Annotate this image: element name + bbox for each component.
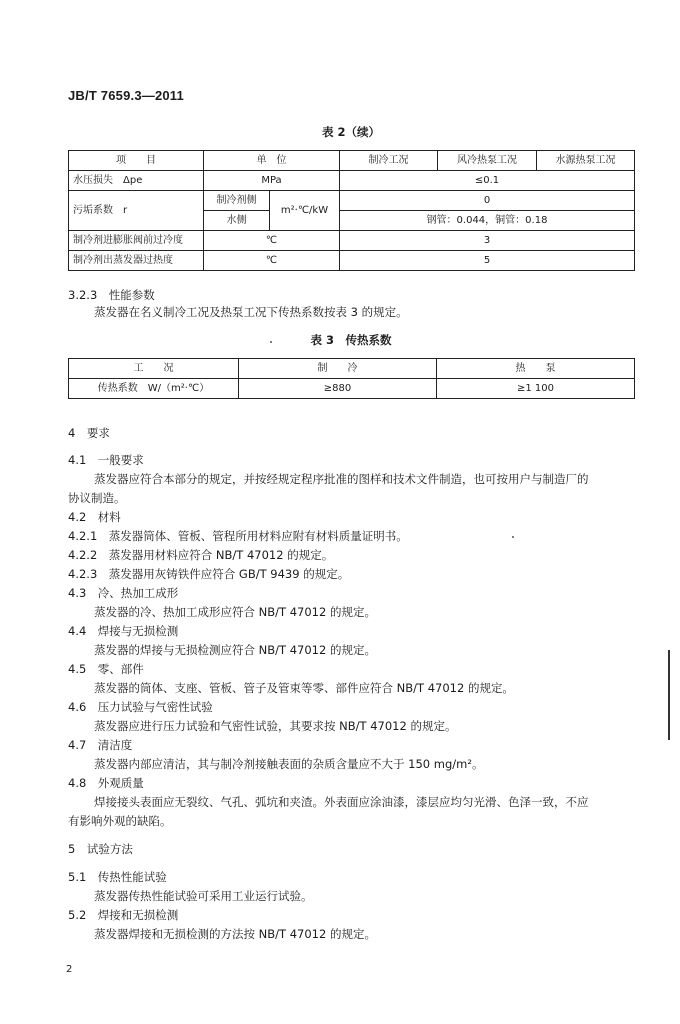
table-row (69, 379, 635, 399)
section-4-2-2-text: 4.2.2 蒸发器用材料应符合 NB/T 47012 的规定。 (68, 548, 334, 562)
table3-value-heat-pump: ≥1 100 (437, 379, 635, 399)
table2-head-air-hp: 风冷热泵工况 (438, 151, 537, 171)
row-value-fouling-water: 钢管：0.044，铜管：0.18 (340, 211, 635, 231)
section-4-1-heading: 4.1 一般要求 (68, 453, 144, 467)
standard-number: JB/T 7659.3—2011 (68, 88, 184, 103)
row-value-pressure-loss: ≤0.1 (340, 171, 635, 191)
section-4-2-1-text: 4.2.1 蒸发器筒体、管板、管程所用材料应附有材料质量证明书。 (68, 529, 408, 543)
table3-header-row (69, 359, 635, 379)
section-4-4-heading: 4.4 焊接与无损检测 (68, 624, 179, 638)
section-5-heading: 5 试验方法 (68, 842, 133, 856)
table3-value-cooling: ≥880 (239, 379, 437, 399)
page-number: 2 (66, 964, 73, 975)
section-4-4-text: 蒸发器的焊接与无损检测应符合 NB/T 47012 的规定。 (94, 643, 376, 657)
table2-head-water-hp: 水源热泵工况 (537, 151, 635, 171)
section-4-2-heading: 4.2 材料 (68, 510, 121, 524)
table-row (69, 251, 635, 271)
table2 (68, 150, 635, 271)
table2-caption: 表 2（续） (321, 125, 380, 139)
scan-edge-mark (668, 650, 670, 740)
section-4-heading: 4 要求 (68, 426, 110, 440)
section-4-8-text-line2: 有影响外观的缺陷。 (68, 814, 172, 828)
section-4-2-3-text: 4.2.3 蒸发器用灰铸铁件应符合 GB/T 9439 的规定。 (68, 567, 350, 581)
section-5-1-text: 蒸发器传热性能试验可采用工业运行试验。 (94, 889, 313, 903)
section-3-2-3-text: 蒸发器在名义制冷工况及热泵工况下传热系数按表 3 的规定。 (94, 305, 408, 319)
table3-caption: 表 3 传热系数 (310, 333, 392, 347)
section-4-3-heading: 4.3 冷、热加工成形 (68, 586, 179, 600)
table2-head-item: 项 目 (69, 151, 204, 171)
section-3-2-3-heading: 3.2.3 性能参数 (68, 288, 155, 302)
section-4-6-text: 蒸发器应进行压力试验和气密性试验，其要求按 NB/T 47012 的规定。 (94, 719, 457, 733)
table-row (69, 171, 635, 191)
section-4-8-heading: 4.8 外观质量 (68, 776, 144, 790)
section-4-8-text-line1: 焊接接头表面应无裂纹、气孔、弧坑和夹渣。外表面应涂油漆，漆层应均匀光滑、色泽一致，不应 (94, 795, 589, 809)
table3-head-cooling: 制 冷 (239, 359, 437, 379)
row-label-pressure-loss: 水压损失 Δpe (69, 171, 204, 191)
row-unit-pressure-loss: MPa (204, 171, 340, 191)
scan-speck (512, 536, 514, 538)
row-unit-fouling: m²·℃/kW (270, 191, 340, 231)
section-4-3-text: 蒸发器的冷、热加工成形应符合 NB/T 47012 的规定。 (94, 605, 376, 619)
row-unit-superheat: ℃ (204, 251, 340, 271)
row-value-subcool: 3 (340, 231, 635, 251)
section-4-1-text-line2: 协议制造。 (68, 491, 126, 505)
table-row (69, 191, 635, 211)
table3 (68, 358, 635, 399)
section-5-2-heading: 5.2 焊接和无损检测 (68, 908, 179, 922)
row-sub-water-side: 水侧 (204, 211, 270, 231)
table2-head-cool: 制冷工况 (340, 151, 438, 171)
row-sub-refrigerant-side: 制冷剂侧 (204, 191, 270, 211)
row-label-subcool: 制冷剂进膨胀阀前过冷度 (69, 231, 204, 251)
section-4-7-heading: 4.7 清洁度 (68, 738, 133, 752)
section-4-5-heading: 4.5 零、部件 (68, 662, 144, 676)
table3-head-heat-pump: 热 泵 (437, 359, 635, 379)
table2-header-row (69, 151, 635, 171)
section-4-7-text: 蒸发器内部应清洁，其与制冷剂接触表面的杂质含量应不大于 150 mg/m²。 (94, 757, 484, 771)
scan-speck (270, 341, 272, 343)
row-label-superheat: 制冷剂出蒸发器过热度 (69, 251, 204, 271)
section-5-2-text: 蒸发器焊接和无损检测的方法按 NB/T 47012 的规定。 (94, 927, 376, 941)
section-5-1-heading: 5.1 传热性能试验 (68, 870, 167, 884)
table-row (69, 231, 635, 251)
section-4-6-heading: 4.6 压力试验与气密性试验 (68, 700, 213, 714)
table2-head-unit: 单 位 (204, 151, 340, 171)
row-value-superheat: 5 (340, 251, 635, 271)
row-value-fouling-refrigerant: 0 (340, 191, 635, 211)
section-4-5-text: 蒸发器的筒体、支座、管板、管子及管束等零、部件应符合 NB/T 47012 的规定。 (94, 681, 514, 695)
table3-head-condition: 工 况 (69, 359, 239, 379)
section-4-1-text-line1: 蒸发器应符合本部分的规定，并按经规定程序批准的图样和技术文件制造，也可按用户与制造厂的 (94, 472, 589, 486)
row-unit-subcool: ℃ (204, 231, 340, 251)
row-label-fouling: 污垢系数 r (69, 191, 204, 231)
table3-row-label: 传热系数 W/（m²·℃） (69, 379, 239, 399)
